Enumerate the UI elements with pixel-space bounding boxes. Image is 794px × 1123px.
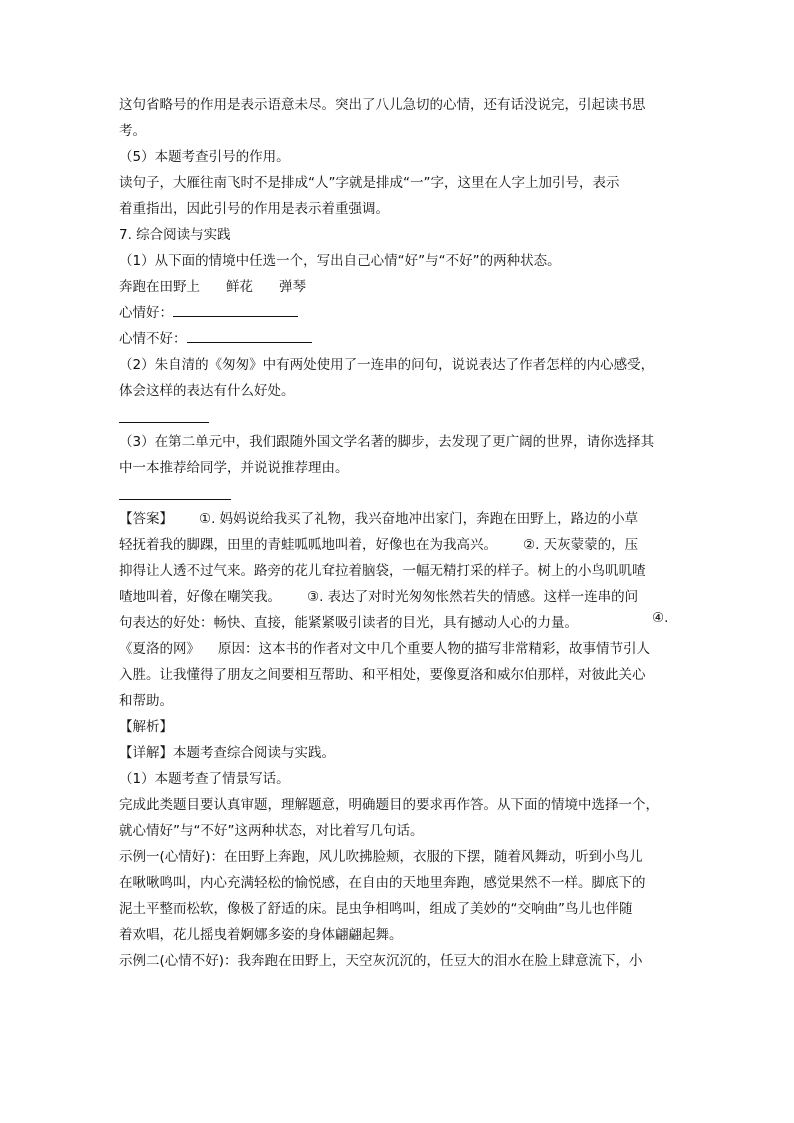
answer-label: 【答案】 [119, 511, 173, 527]
analysis-label: 【解析】 [119, 719, 173, 735]
paragraph-line: 着重指出，因此引号的作用是表示着重强调。 [119, 201, 389, 217]
answer-line: 入胜。让我懂得了朋友之间要相互帮助、和平相处，要像夏洛和威尔伯那样，对彼此关心 [119, 667, 646, 683]
paragraph-line: 示例二(心情不好)：我奔跑在田野上，天空灰沉沉的，任豆大的泪水在脸上肆意流下，小 [119, 953, 643, 969]
paragraph-line: 读句子，大雁往南飞时不是排成“人”字就是排成“一”字，这里在人字上加引号，表示 [119, 175, 620, 191]
paragraph-line: （3）在第二单元中，我们跟随外国文学名著的脚步，去发现了更广阔的世界，请你选择其 [119, 434, 655, 450]
paragraph-line: 在啾啾鸣叫，内心充满轻松的愉悦感，在自由的天地里奔跑，感觉果然不一样。脚底下的 [119, 875, 646, 891]
book-title: 《夏洛的网》 [119, 641, 200, 657]
answer-text: ③. 表达了对时光匆匆怅然若失的情感。这样一连串的问 [307, 589, 639, 605]
good-mood-line [119, 300, 677, 326]
answer-text: 原因：这本书的作者对文中几个重要人物的描写非常精彩，故事情节引人 [218, 641, 650, 657]
paragraph-line: （1）本题考查了情景写话。 [119, 771, 290, 787]
bad-mood-label: 心情不好： [119, 331, 187, 347]
answer-line [119, 584, 677, 610]
answer-text: 轻抚着我的脚踝，田里的青蛙呱呱地叫着，好像也在为我高兴。 [119, 537, 497, 553]
paragraph-line: 着欢唱，花儿摇曳着婀娜多姿的身体翩翩起舞。 [119, 927, 403, 943]
paragraph-line: 体会这样的表达有什么好处。 [119, 383, 295, 399]
answer-text: 喳地叫着，好像在嘲笑我。 [119, 589, 281, 605]
paragraph-line: 泥土平整而松软，像极了舒适的床。昆虫争相鸣叫，组成了美妙的“交响曲”鸟儿也伴随 [119, 901, 633, 917]
bad-mood-blank [187, 328, 312, 343]
option-piano: 弹琴 [279, 279, 306, 295]
paragraph-line: （5）本题考查引号的作用。 [119, 149, 290, 165]
paragraph-line: （1）从下面的情境中任选一个，写出自己心情“好”与“不好”的两种状态。 [119, 253, 561, 269]
scenario-options [119, 274, 677, 300]
paragraph-line: 完成此类题目要认真审题，理解题意，明确题目的要求再作答。从下面的情境中选择一个， [119, 797, 659, 813]
paragraph-line: （2）朱自清的《匆匆》中有两处使用了一连串的问句，说说表达了作者怎样的内心感受， [119, 357, 655, 373]
answer-line [119, 506, 677, 532]
answer-line: 抑得让人透不过气来。路旁的花儿耷拉着脑袋，一幅无精打采的样子。树上的小鸟叽叽喳 [119, 563, 646, 579]
paragraph-line: 这句省略号的作用是表示语意未尽。突出了八儿急切的心情，还有话没说完，引起读书思 [119, 97, 646, 113]
answer-text: ②. 天灰蒙蒙的，压 [523, 537, 639, 553]
answer-line [119, 610, 677, 636]
bad-mood-line [119, 326, 677, 352]
option-running: 奔跑在田野上 [119, 279, 200, 295]
answer-line [119, 636, 677, 662]
paragraph-line: 就心情好”与“不好”这两种状态，对比着写几句话。 [119, 823, 424, 839]
paragraph-line: 考。 [119, 123, 146, 139]
answer-line [119, 532, 677, 558]
answer-marker-4: ④. [652, 610, 669, 626]
question-heading: 7. 综合阅读与实践 [119, 227, 231, 243]
paragraph-line: 中一本推荐给同学，并说说推荐理由。 [119, 460, 349, 476]
paragraph-line: 示例一(心情好)：在田野上奔跑，风儿吹拂脸颊，衣服的下摆，随着风舞动，听到小鸟儿 [119, 849, 643, 865]
good-mood-blank [173, 302, 298, 317]
answer-text: 句表达的好处：畅快、直接，能紧紧吸引读者的目光，具有撼动人心的力量。 [119, 615, 578, 631]
document-body [119, 92, 677, 974]
option-flowers: 鲜花 [226, 279, 253, 295]
good-mood-label: 心情好： [119, 305, 173, 321]
answer-line: 和帮助。 [119, 693, 173, 709]
answer-text: ①. 妈妈说给我买了礼物，我兴奋地冲出家门，奔跑在田野上，路边的小草 [199, 511, 639, 527]
paragraph-line: 【详解】本题考查综合阅读与实践。 [119, 745, 335, 761]
